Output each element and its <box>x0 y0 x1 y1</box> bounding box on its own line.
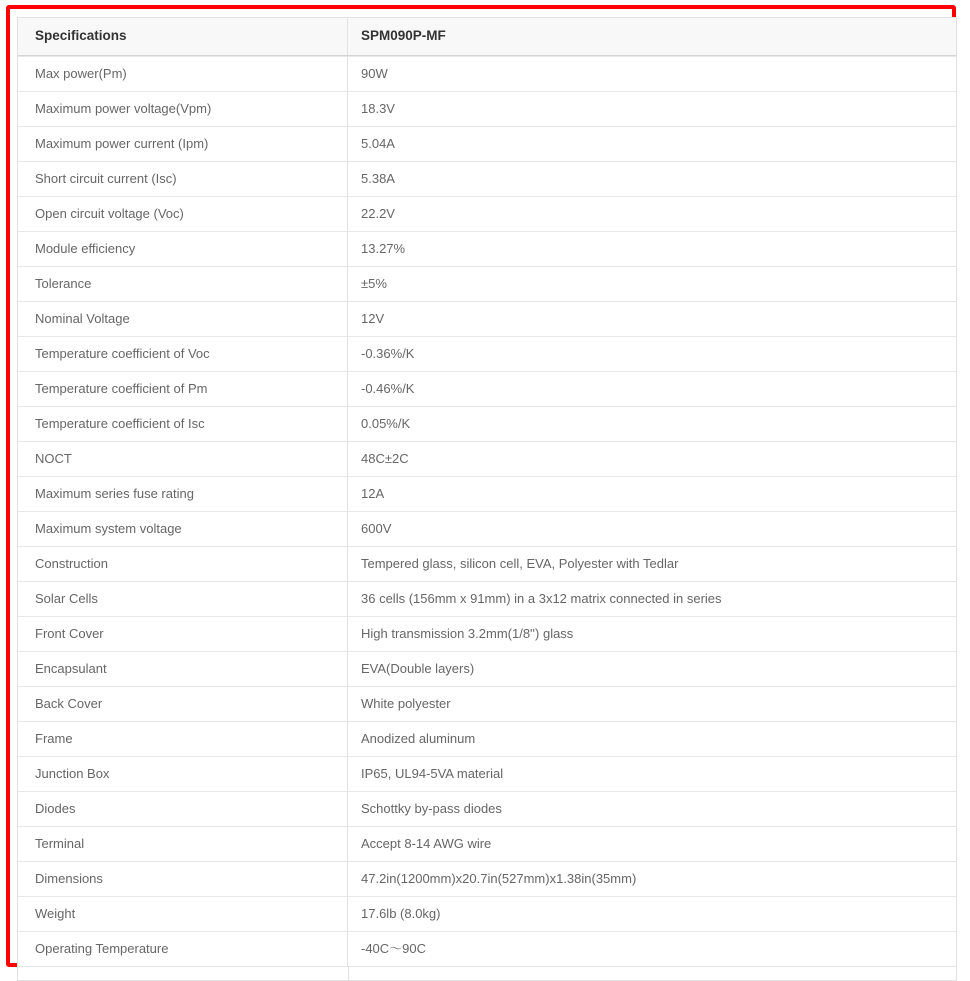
spec-label: Open circuit voltage (Voc) <box>18 197 348 231</box>
spec-value: 36 cells (156mm x 91mm) in a 3x12 matrix connected in series <box>361 591 722 607</box>
spec-value: Tempered glass, silicon cell, EVA, Polyester with Tedlar <box>361 556 679 572</box>
spec-label: Maximum system voltage <box>18 512 348 546</box>
spec-table-body <box>18 56 956 966</box>
spec-value: 600V <box>361 521 392 537</box>
spec-value: 12A <box>361 486 385 502</box>
table-row <box>18 616 956 651</box>
spec-label: Temperature coefficient of Isc <box>18 407 348 441</box>
spec-table <box>17 17 957 981</box>
spec-label: Temperature coefficient of Voc <box>18 337 348 371</box>
spec-value: 17.6lb (8.0kg) <box>361 906 441 922</box>
spec-label: Front Cover <box>18 617 348 651</box>
spec-label: Maximum power current (Ipm) <box>18 127 348 161</box>
spec-label: Dimensions <box>18 862 348 896</box>
table-row <box>18 56 956 91</box>
table-footer-strip <box>18 966 956 980</box>
spec-label: NOCT <box>18 442 348 476</box>
spec-value: 13.27% <box>361 241 406 257</box>
spec-value: 90W <box>361 66 388 82</box>
table-row <box>18 861 956 896</box>
spec-value: Schottky by-pass diodes <box>361 801 502 817</box>
spec-label: Terminal <box>18 827 348 861</box>
table-row <box>18 371 956 406</box>
spec-label: Back Cover <box>18 687 348 721</box>
table-header-row <box>18 18 956 56</box>
table-row <box>18 161 956 196</box>
spec-value: 12V <box>361 311 385 327</box>
spec-label: Construction <box>18 547 348 581</box>
spec-label: Tolerance <box>18 267 348 301</box>
table-footer-left-cell <box>18 967 349 980</box>
table-row <box>18 826 956 861</box>
spec-value: 5.04A <box>361 136 395 152</box>
table-row <box>18 896 956 931</box>
table-row <box>18 196 956 231</box>
table-row <box>18 301 956 336</box>
spec-label: Module efficiency <box>18 232 348 266</box>
spec-value: ±5% <box>361 276 387 292</box>
table-row <box>18 406 956 441</box>
spec-label: Operating Temperature <box>18 932 348 966</box>
table-row <box>18 721 956 756</box>
spec-value: 18.3V <box>361 101 395 117</box>
table-row <box>18 546 956 581</box>
spec-label: Temperature coefficient of Pm <box>18 372 348 406</box>
table-row <box>18 791 956 826</box>
spec-value: High transmission 3.2mm(1/8'') glass <box>361 626 574 642</box>
table-row <box>18 266 956 301</box>
table-row <box>18 126 956 161</box>
spec-label: Junction Box <box>18 757 348 791</box>
spec-value: Accept 8-14 AWG wire <box>361 836 492 852</box>
spec-value: 22.2V <box>361 206 395 222</box>
table-row <box>18 441 956 476</box>
spec-label: Encapsulant <box>18 652 348 686</box>
spec-label: Max power(Pm) <box>18 57 348 91</box>
table-row <box>18 581 956 616</box>
spec-value: 5.38A <box>361 171 395 187</box>
table-row <box>18 756 956 791</box>
table-header-model: SPM090P-MF <box>361 28 446 44</box>
spec-label: Maximum series fuse rating <box>18 477 348 511</box>
table-row <box>18 511 956 546</box>
table-row <box>18 651 956 686</box>
spec-value: 47.2in(1200mm)x20.7in(527mm)x1.38in(35mm) <box>361 871 637 887</box>
spec-label: Nominal Voltage <box>18 302 348 336</box>
spec-label: Diodes <box>18 792 348 826</box>
spec-label: Frame <box>18 722 348 756</box>
spec-label: Solar Cells <box>18 582 348 616</box>
table-row <box>18 231 956 266</box>
table-header-specifications: Specifications <box>18 18 348 55</box>
spec-value: -40C～90C <box>361 941 427 957</box>
spec-label: Maximum power voltage(Vpm) <box>18 92 348 126</box>
table-row <box>18 686 956 721</box>
spec-value: 0.05%/K <box>361 416 411 432</box>
spec-value: Anodized aluminum <box>361 731 476 747</box>
spec-label: Short circuit current (Isc) <box>18 162 348 196</box>
spec-value: -0.36%/K <box>361 346 415 362</box>
spec-value: -0.46%/K <box>361 381 415 397</box>
spec-value: 48C±2C <box>361 451 409 467</box>
spec-label: Weight <box>18 897 348 931</box>
table-row <box>18 476 956 511</box>
red-highlight-frame <box>6 5 956 967</box>
table-row <box>18 336 956 371</box>
spec-value: IP65, UL94-5VA material <box>361 766 504 782</box>
spec-value: White polyester <box>361 696 451 712</box>
spec-value: EVA(Double layers) <box>361 661 475 677</box>
table-row <box>18 91 956 126</box>
table-row <box>18 931 956 966</box>
